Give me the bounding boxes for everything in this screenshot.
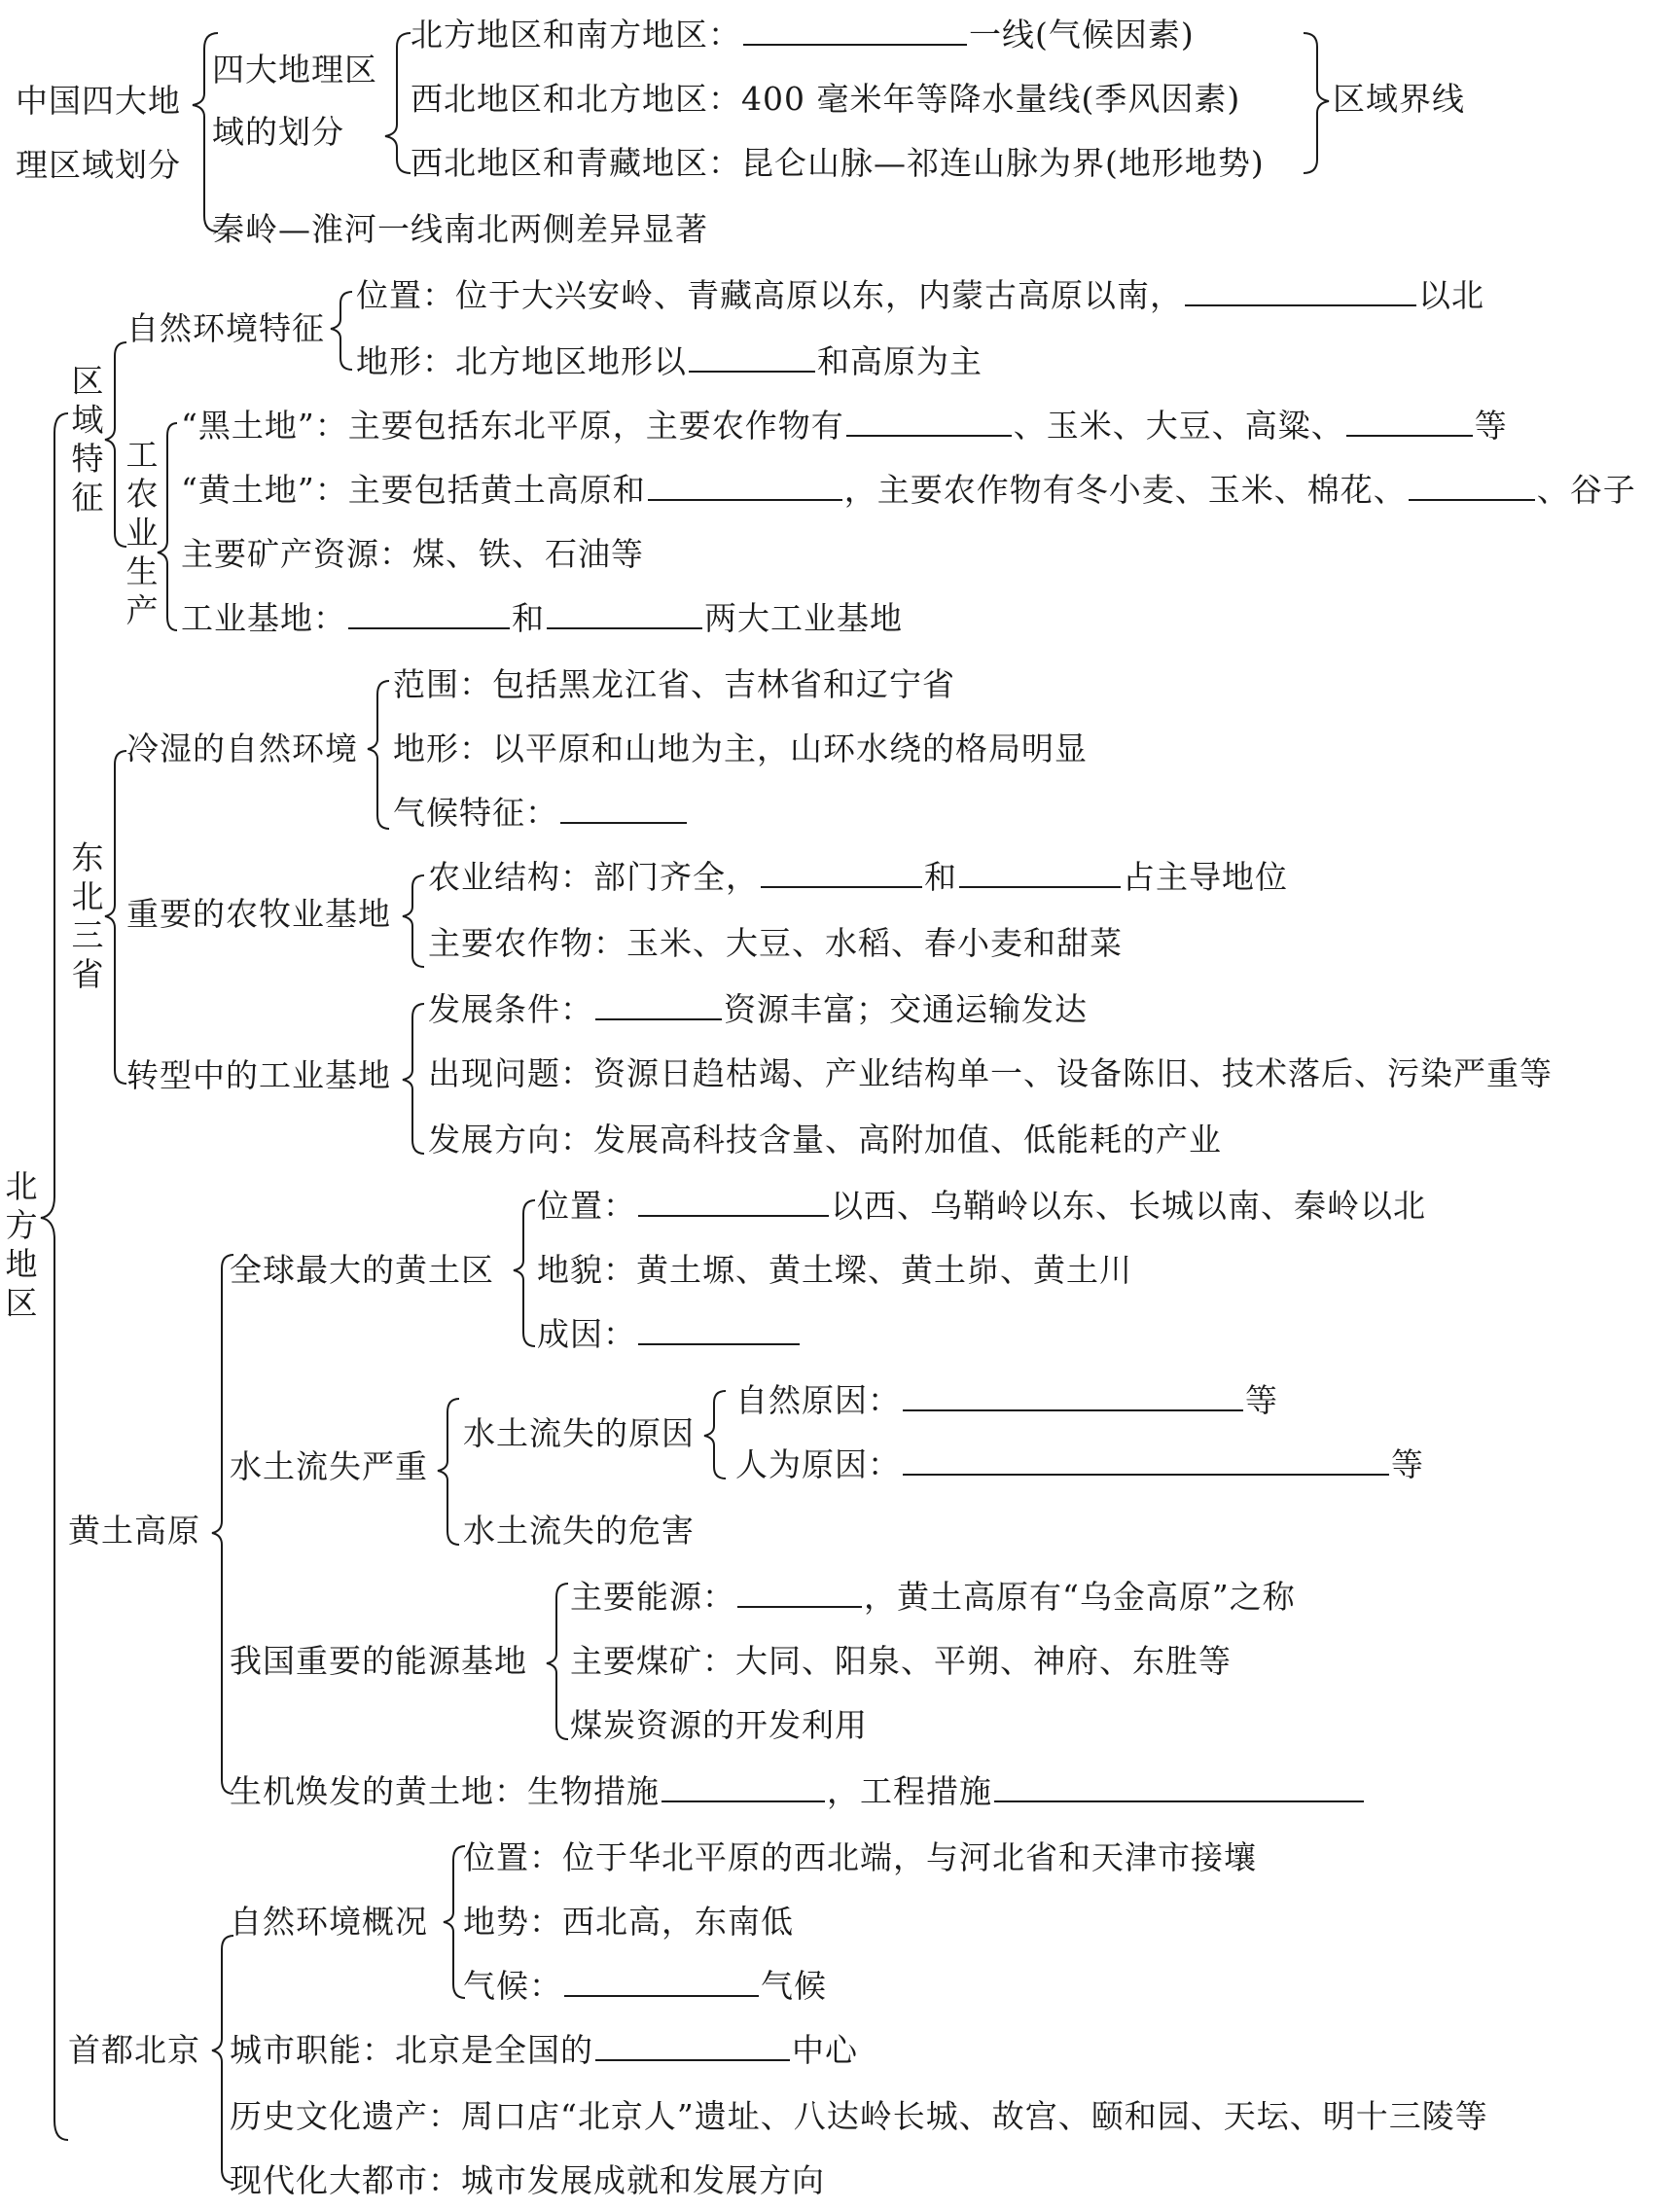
blank-line[interactable] (638, 1186, 829, 1217)
blank-line[interactable] (903, 1380, 1243, 1411)
row-north-south: 北方地区和南方地区： 一线(气候因素) (411, 16, 1195, 53)
blank-line[interactable] (1346, 406, 1473, 437)
division-title-line2: 域的划分 (212, 113, 344, 151)
coal-development-row: 煤炭资源的开发利用 (570, 1706, 868, 1744)
ne-problems-row: 出现问题：资源日趋枯竭、产业结构单一、设备陈旧、技术落后、污染严重等 (428, 1054, 1553, 1092)
location-row: 位置：位于大兴安岭、青藏高原以东，内蒙古高原以南， 以北 (356, 276, 1484, 314)
blank-line[interactable] (564, 1966, 759, 1997)
beijing-relief-row: 地势：西北高，东南低 (463, 1903, 794, 1941)
brace-division (385, 33, 411, 173)
beijing-modern-row: 现代化大都市：城市发展成就和发展方向 (230, 2161, 825, 2199)
ne-climate-row: 气候特征： (393, 792, 689, 835)
brace-largest (514, 1200, 535, 1346)
loess-landform-row: 地貌：黄土塬、黄土墚、黄土峁、黄土川 (537, 1251, 1132, 1289)
qinling-huaihe-row: 秦岭—淮河一线南北两侧差异显著 (212, 210, 708, 248)
main-coal-row: 主要煤矿：大同、阳泉、平朔、神府、东胜等 (570, 1642, 1232, 1680)
beijing-function-row: 城市职能：北京是全国的 中心 (230, 2031, 858, 2069)
ne-scope-row: 范围：包括黑龙江省、吉林省和辽宁省 (393, 665, 955, 703)
loess-position-row: 位置： 以西、乌鞘岭以东、长城以南、秦岭以北 (537, 1187, 1426, 1225)
industrial-base-row: 工业基地： 和 两大工业基地 (181, 599, 903, 637)
brace-reasons (704, 1391, 726, 1479)
brace-region (105, 342, 126, 547)
beijing-overview-label: 自然环境概况 (230, 1903, 428, 1941)
ne-structure-row: 农业结构：部门齐全， 和 占主导地位 (428, 858, 1288, 896)
beijing-climate-row: 气候： 气候 (463, 1967, 827, 2005)
black-soil-row: “黑土地”：主要包括东北平原，主要农作物有 、玉米、大豆、高粱、 等 (181, 407, 1508, 445)
blank-line[interactable] (1185, 275, 1416, 306)
blank-line[interactable] (743, 15, 967, 46)
region-features-label: 区域特征 (71, 362, 104, 517)
erosion-label: 水土流失严重 (230, 1447, 428, 1485)
blank-line[interactable] (560, 793, 687, 824)
brace-natural (331, 292, 352, 370)
brace-overview (444, 1846, 465, 1998)
erosion-reasons-label: 水土流失的原因 (463, 1414, 695, 1452)
brace-ne (105, 751, 126, 1084)
blank-line[interactable] (648, 470, 842, 501)
ne-env-label: 冷湿的自然环境 (126, 730, 358, 767)
beijing-heritage-row: 历史文化遗产：周口店“北京人”遗址、八达岭长城、故宫、颐和园、天坛、明十三陵等 (230, 2097, 1488, 2135)
ne-industry-label: 转型中的工业基地 (126, 1056, 391, 1094)
terrain-row: 地形：北方地区地形以 和高原为主 (356, 342, 983, 380)
beijing-position-row: 位置：位于华北平原的西北端，与河北省和天津市接壤 (463, 1838, 1257, 1876)
north-region-label: 北方地区 (5, 1167, 38, 1322)
agri-industry-label: 工农业生产 (125, 436, 159, 629)
ne-direction-row: 发展方向：发展高科技含量、高附加值、低能耗的产业 (428, 1121, 1222, 1158)
energy-base-label: 我国重要的能源基地 (230, 1642, 527, 1680)
brace-agri (158, 423, 177, 630)
ne-conditions-row: 发展条件： 资源丰富；交通运输发达 (428, 990, 1088, 1028)
beijing-label: 首都北京 (68, 2031, 200, 2069)
loess-plateau-label: 黄土高原 (68, 1512, 200, 1550)
human-reason-row: 人为原因： 等 (735, 1445, 1424, 1483)
blank-line[interactable] (595, 989, 722, 1020)
division-title-line1: 四大地理区 (212, 51, 377, 89)
root-title-line1: 中国四大地 (16, 82, 181, 120)
main-energy-row: 主要能源： ，黄土高原有“乌金高原”之称 (570, 1578, 1296, 1616)
natural-env-label: 自然环境特征 (126, 309, 325, 347)
blank-line[interactable] (761, 857, 922, 888)
largest-loess-label: 全球最大的黄土区 (230, 1251, 494, 1289)
blank-line[interactable] (903, 1444, 1389, 1476)
minerals-row: 主要矿产资源：煤、铁、石油等 (181, 535, 644, 573)
ne-terrain-row: 地形：以平原和山地为主，山环水绕的格局明显 (393, 730, 1088, 767)
brace-ne-env (368, 681, 389, 829)
natural-reason-row: 自然原因： 等 (735, 1381, 1278, 1419)
loess-cause-row: 成因： (537, 1313, 802, 1356)
ne-farm-label: 重要的农牧业基地 (126, 895, 391, 933)
blank-line[interactable] (547, 598, 702, 629)
blank-line[interactable] (689, 341, 815, 373)
ne-provinces-label: 东北三省 (71, 838, 104, 993)
brace-ne-ind (403, 1004, 424, 1154)
boundary-label: 区域界线 (1333, 80, 1465, 118)
root-title-line2: 理区域划分 (16, 146, 181, 184)
ne-crops-row: 主要农作物：玉米、大豆、水稻、春小麦和甜菜 (428, 924, 1123, 962)
blank-line[interactable] (1409, 470, 1535, 501)
blank-line[interactable] (595, 2030, 790, 2061)
blank-line[interactable] (846, 406, 1012, 437)
brace-ne-farm (403, 875, 424, 967)
blank-line[interactable] (638, 1314, 800, 1345)
blank-line[interactable] (661, 1771, 825, 1802)
yellow-soil-row: “黄土地”：主要包括黄土高原和 ，主要农作物有冬小麦、玉米、棉花、 、谷子 (181, 471, 1636, 509)
row-northwest-qinghai: 西北地区和青藏地区：昆仑山脉—祁连山脉为界(地形地势) (411, 144, 1265, 182)
brace-boundary (1304, 33, 1329, 173)
brace-north (41, 413, 68, 2140)
blank-line[interactable] (737, 1577, 862, 1608)
brace-energy (547, 1584, 568, 1739)
blank-line[interactable] (348, 598, 510, 629)
revived-loess-row: 生机焕发的黄土地：生物措施 ，工程措施 (230, 1770, 1366, 1813)
row-northwest-north: 西北地区和北方地区：400 毫米年等降水量线(季风因素) (411, 80, 1241, 118)
blank-line[interactable] (994, 1771, 1364, 1802)
blank-line[interactable] (959, 857, 1121, 888)
brace-loess (212, 1255, 233, 1794)
erosion-harm-label: 水土流失的危害 (463, 1512, 695, 1550)
brace-erosion (438, 1399, 459, 1545)
